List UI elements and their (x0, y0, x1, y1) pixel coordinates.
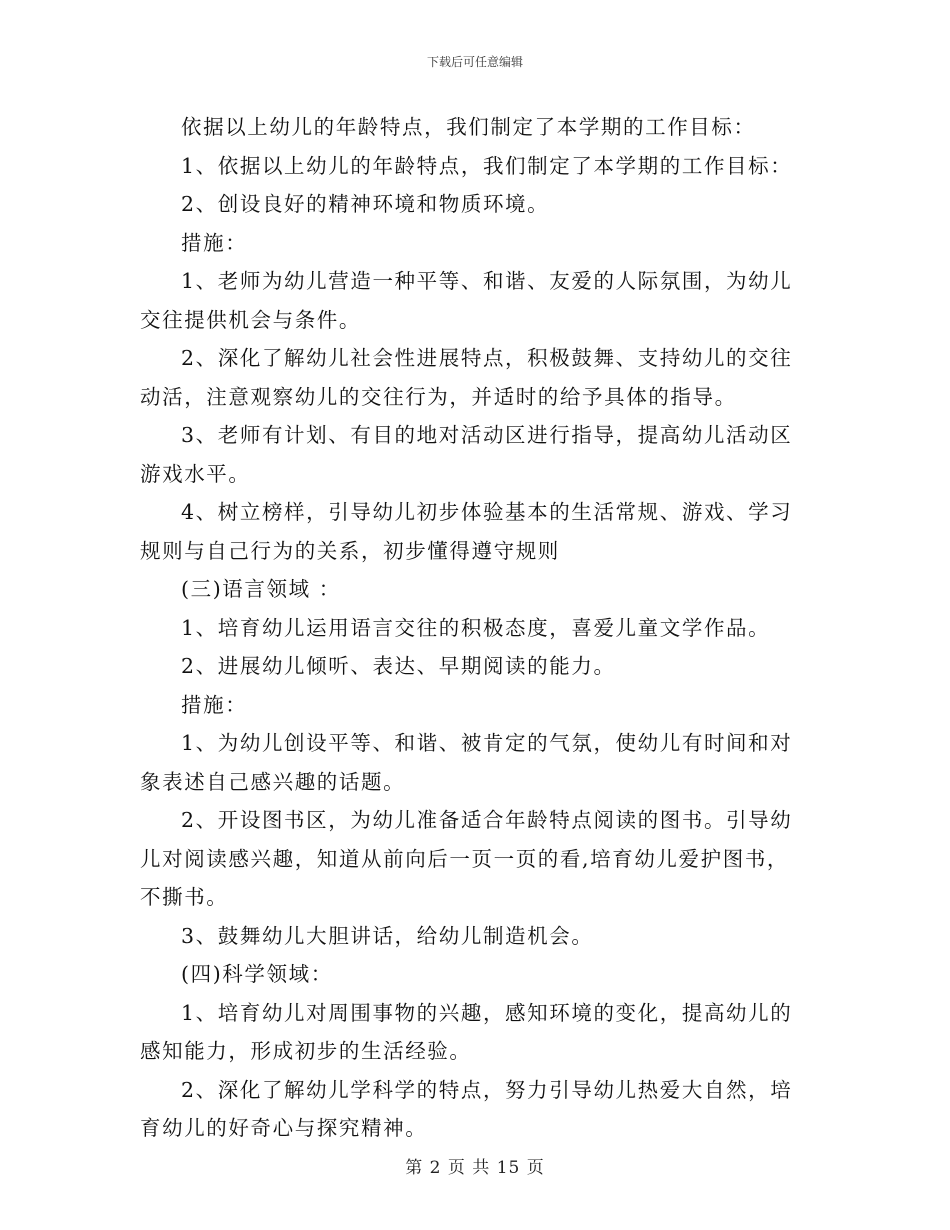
paragraph: 3、鼓舞幼儿大胆讲话，给幼儿制造机会。 (181, 923, 594, 948)
paragraph: 2、深化了解幼儿学科学的特点，努力引导幼儿热爱大自然，培育幼儿的好奇心与探究精神。 (140, 1077, 793, 1140)
section-heading: 措施： (181, 692, 248, 717)
paragraph: 2、进展幼儿倾听、表达、早期阅读的能力。 (181, 654, 616, 678)
paragraph: 1、培育幼儿对周围事物的兴趣，感知环境的变化，提高幼儿的感知能力，形成初步的生活经验。 (140, 1000, 793, 1063)
paragraph: 2、创设良好的精神环境和物质环境。 (181, 192, 550, 216)
paragraph: 1、老师为幼儿营造一种平等、和谐、友爱的人际氛围，为幼儿交往提供机会与条件。 (140, 269, 793, 332)
paragraph: 1、培育幼儿运用语言交往的积极态度，喜爱儿童文学作品。 (181, 615, 771, 640)
paragraph: 依据以上幼儿的年龄特点，我们制定了本学期的工作目标： (181, 115, 756, 139)
paragraph: 4、树立榜样，引导幼儿初步体验基本的生活常规、游戏、学习规则与自己行为的关系，初步懂得遵守规则 (140, 500, 793, 563)
section-heading: 措施： (181, 230, 248, 255)
header-note: 下载后可任意编辑 (426, 55, 523, 69)
section-heading: (四)科学领域： (181, 962, 333, 986)
paragraph: 2、深化了解幼儿社会性进展特点，积极鼓舞、支持幼儿的交往动活，注意观察幼儿的交往行为，并适时的给予具体的指导。 (140, 346, 793, 409)
page-number-footer: 第 2 页 共 15 页 (405, 1158, 545, 1178)
paragraph: 2、开设图书区，为幼儿准备适合年龄特点阅读的图书。引导幼儿对阅读感兴趣，知道从前向后一页一页的看,培育幼儿爱护图书，不撕书。 (140, 808, 793, 909)
paragraph: 3、老师有计划、有目的地对活动区进行指导，提高幼儿活动区游戏水平。 (140, 423, 793, 486)
paragraph: 1、依据以上幼儿的年龄特点，我们制定了本学期的工作目标： (181, 153, 793, 178)
paragraph: 1、为幼儿创设平等、和谐、被肯定的气氛，使幼儿有时间和对象表述自己感兴趣的话题。 (140, 731, 793, 794)
section-heading: (三)语言领域 ： (181, 577, 341, 601)
document-body (140, 108, 808, 1148)
